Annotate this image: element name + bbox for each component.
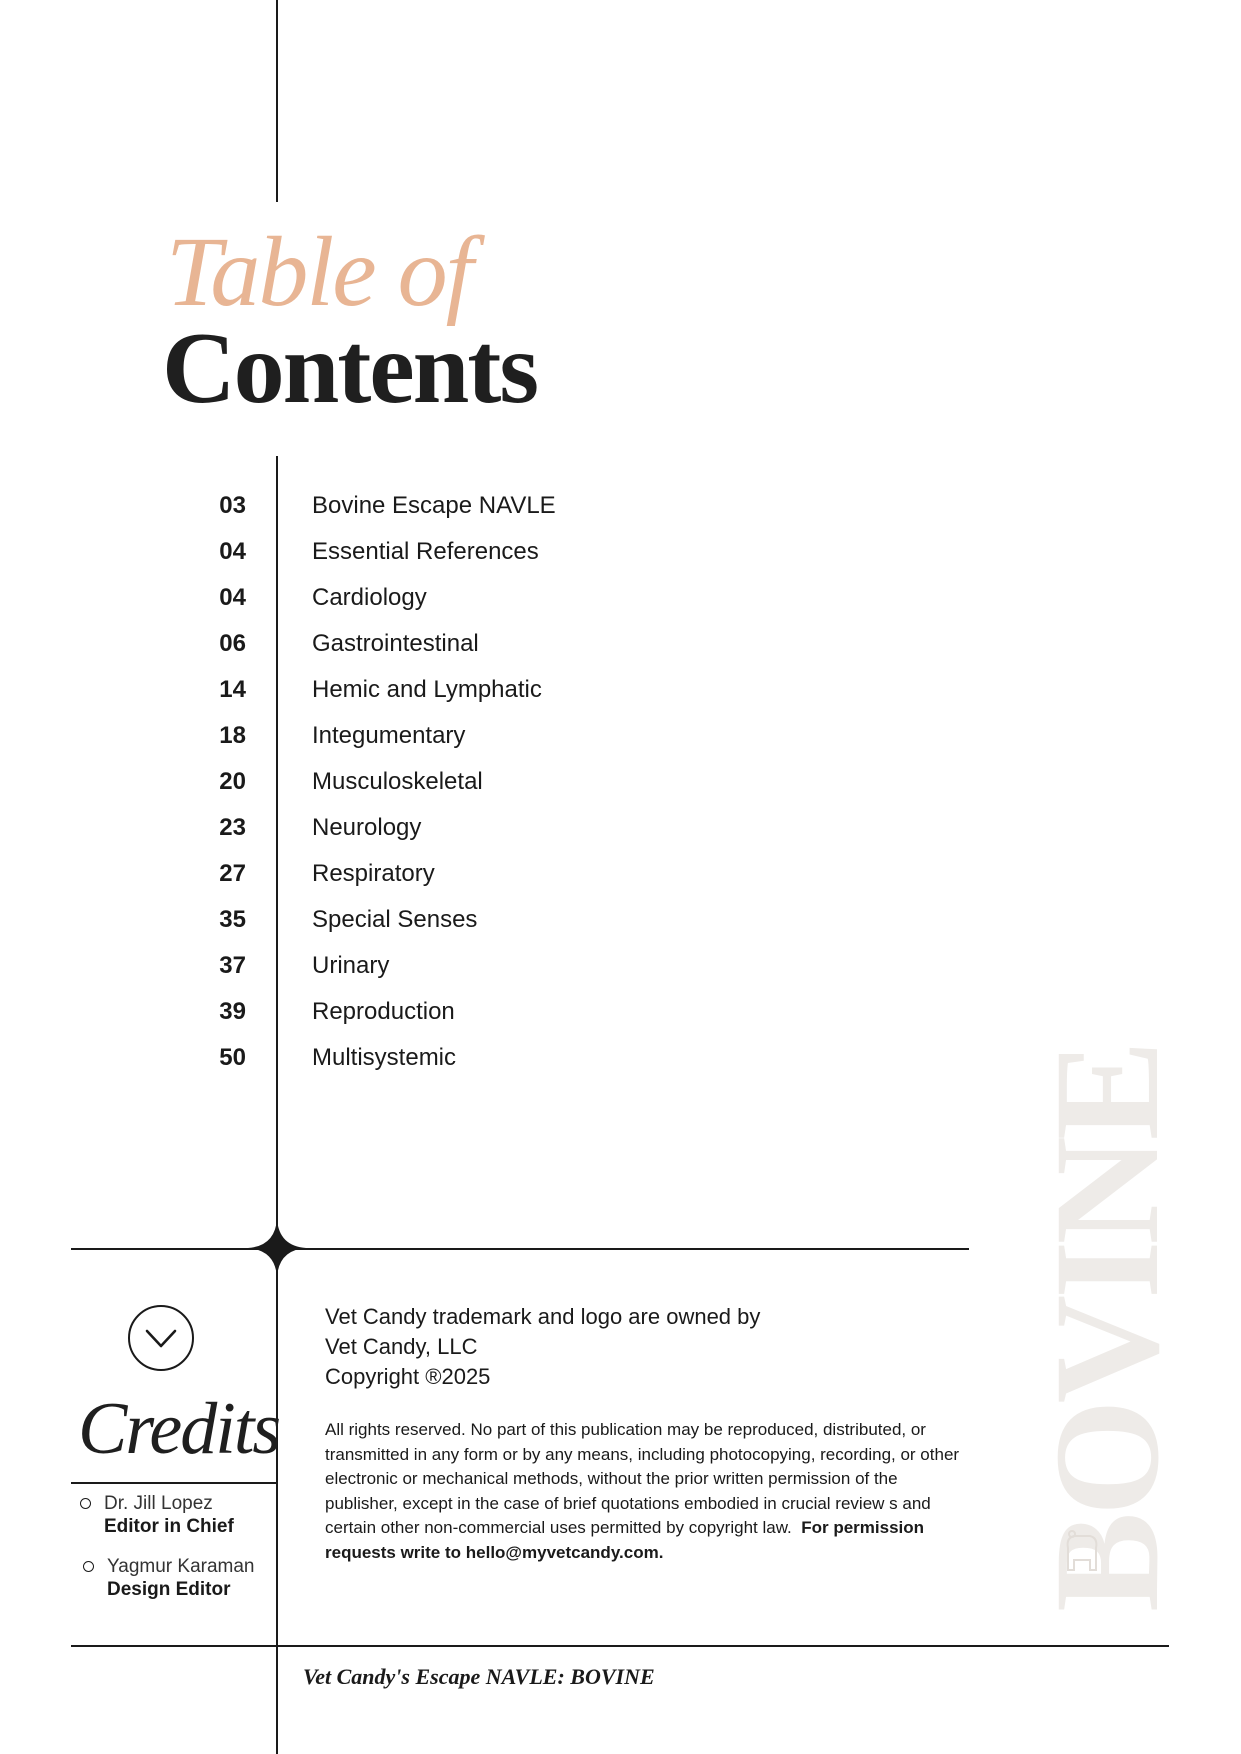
rights-text: All rights reserved. No part of this publication may be reproduced, distributed, or transmitted in any form or by any means, including photocopying, recording, or other electronic or mechanical methods, without the prior written permission of the publisher, except in the case of brief quotations embodied in crucial review s and certain other non-commercial uses permitted by copyright law. <box>325 1420 960 1537</box>
permission-text: For permission requests write to hello@myvetcandy.com. <box>325 1518 925 1562</box>
toc-section-title: Essential References <box>312 538 539 565</box>
toc-page-number: 50 <box>219 1044 246 1071</box>
table-of-contents <box>180 486 680 1084</box>
toc-page-number: 14 <box>219 676 246 703</box>
toc-item[interactable] <box>180 670 680 716</box>
toc-item[interactable] <box>180 532 680 578</box>
bovine-watermark: BOVINE <box>1024 1044 1190 1612</box>
trademark-line: Vet Candy trademark and logo are owned by <box>325 1304 761 1329</box>
toc-item[interactable] <box>180 854 680 900</box>
top-vertical-rule <box>276 0 278 202</box>
toc-section-title: Cardiology <box>312 584 427 611</box>
toc-section-title: Hemic and Lymphatic <box>312 676 542 703</box>
credits-divider-rule <box>71 1482 276 1484</box>
toc-item[interactable] <box>180 1038 680 1084</box>
toc-page-number: 27 <box>219 860 246 887</box>
toc-page-number: 03 <box>219 492 246 519</box>
credit-name: Dr. Jill Lopez <box>104 1493 213 1514</box>
toc-page-number: 35 <box>219 906 246 933</box>
credits-top-rule <box>71 1248 969 1250</box>
toc-page-number: 23 <box>219 814 246 841</box>
sparkle-icon <box>248 1219 306 1277</box>
title-line-2: Contents <box>162 312 538 425</box>
footer-title: Vet Candy's Escape NAVLE: BOVINE <box>303 1664 655 1689</box>
toc-page-number: 37 <box>219 952 246 979</box>
toc-section-title: Gastrointestinal <box>312 630 479 657</box>
chevron-down-button[interactable] <box>128 1305 194 1371</box>
bullet-icon <box>83 1561 94 1572</box>
toc-item[interactable] <box>180 716 680 762</box>
toc-section-title: Respiratory <box>312 860 435 887</box>
toc-item[interactable] <box>180 992 680 1038</box>
toc-section-title: Integumentary <box>312 722 466 749</box>
footer-rule <box>71 1645 1169 1647</box>
company-line: Vet Candy, LLC <box>325 1334 478 1359</box>
toc-section-title: Bovine Escape NAVLE <box>312 492 556 519</box>
rights-notice <box>325 1418 965 1565</box>
title-line-1: Table of <box>166 216 472 327</box>
toc-item[interactable] <box>180 946 680 992</box>
toc-page-number: 20 <box>219 768 246 795</box>
toc-item[interactable] <box>180 624 680 670</box>
toc-section-title: Reproduction <box>312 998 455 1025</box>
chevron-down-icon <box>130 1307 192 1369</box>
toc-section-title: Neurology <box>312 814 422 841</box>
toc-page-number: 04 <box>219 584 246 611</box>
credits-title: Credits <box>78 1388 280 1470</box>
cow-logo-icon <box>1060 1528 1104 1578</box>
toc-item[interactable] <box>180 762 680 808</box>
toc-page-number: 39 <box>219 998 246 1025</box>
toc-section-title: Musculoskeletal <box>312 768 483 795</box>
credit-entry <box>107 1555 255 1601</box>
toc-item[interactable] <box>180 486 680 532</box>
credit-entry <box>104 1492 234 1538</box>
toc-page-number: 06 <box>219 630 246 657</box>
toc-page-number: 18 <box>219 722 246 749</box>
toc-item[interactable] <box>180 578 680 624</box>
toc-item[interactable] <box>180 808 680 854</box>
toc-item[interactable] <box>180 900 680 946</box>
copyright-line: Copyright ®2025 <box>325 1364 491 1389</box>
trademark-notice <box>325 1302 760 1392</box>
toc-section-title: Urinary <box>312 952 390 979</box>
bullet-icon <box>80 1498 91 1509</box>
toc-section-title: Multisystemic <box>312 1044 457 1071</box>
credit-role: Design Editor <box>107 1579 231 1600</box>
credit-name: Yagmur Karaman <box>107 1556 255 1577</box>
credit-role: Editor in Chief <box>104 1516 234 1537</box>
toc-section-title: Special Senses <box>312 906 478 933</box>
toc-page-number: 04 <box>219 538 246 565</box>
